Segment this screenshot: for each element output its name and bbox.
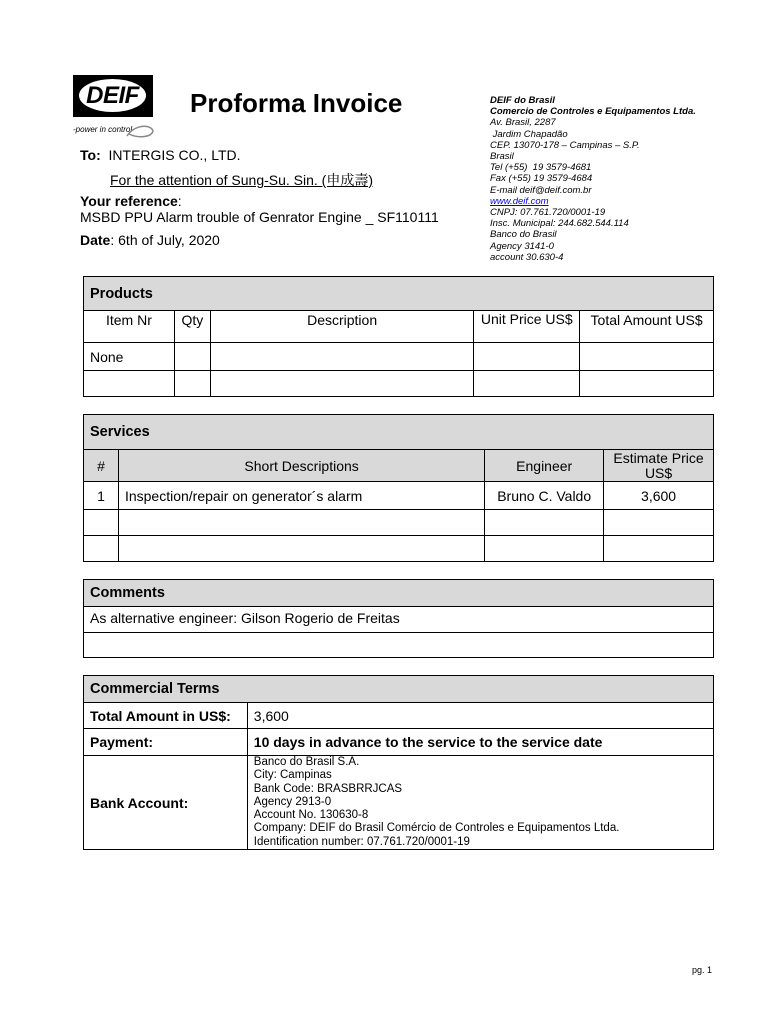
company-address-3: CEP. 13070-178 – Campinas – S.P. <box>490 139 640 151</box>
comment-text: As alternative engineer: Gilson Rogerio de Freitas <box>84 607 714 633</box>
table-cell <box>485 510 604 536</box>
table-cell <box>580 343 714 371</box>
table-cell <box>118 536 484 562</box>
table-cell: 1 <box>84 482 119 510</box>
date-line <box>80 232 220 248</box>
table-cell <box>210 343 473 371</box>
table-row <box>84 510 714 536</box>
company-name: DEIF do Brasil <box>490 95 555 106</box>
products-section-title: Products <box>84 277 714 311</box>
logo-swoosh-icon <box>125 122 155 140</box>
reference-value: MSBD PPU Alarm trouble of Genrator Engine _ SF110111 <box>80 209 439 225</box>
services-col-short-descriptions: Short Descriptions <box>118 450 484 482</box>
table-row <box>84 633 714 658</box>
total-amount-label: Total Amount in US$: <box>84 703 248 729</box>
products-table <box>83 276 714 397</box>
services-col-engineer: Engineer <box>485 450 604 482</box>
bank-account-label: Bank Account: <box>84 756 248 850</box>
bank-line: Agency 2913-0 <box>253 795 332 808</box>
logo-box <box>73 75 153 117</box>
products-col-description: Description <box>210 311 473 343</box>
table-cell <box>174 343 210 371</box>
products-col-unit-price: Unit Price US$ <box>474 311 580 343</box>
comment-text <box>84 633 714 658</box>
services-table <box>83 414 714 562</box>
table-cell <box>474 371 580 397</box>
company-country: Brasil <box>490 151 514 163</box>
company-address-1: Av. Brasil, 2287 <box>490 117 556 129</box>
bank-line: Banco do Brasil S.A. <box>253 756 360 768</box>
commercial-terms-table <box>83 675 714 850</box>
table-cell <box>210 371 473 397</box>
services-section-title: Services <box>84 415 714 450</box>
attention-line: For the attention of Sung-Su. Sin. (申成壽) <box>110 172 374 188</box>
company-address-2: Jardim Chapadão <box>490 128 568 140</box>
company-bank: Banco do Brasil <box>490 229 557 241</box>
company-cnpj: CNPJ: 07.761.720/0001-19 <box>490 207 606 219</box>
to-label: To: <box>80 147 101 163</box>
company-email: E-mail deif@deif.com.br <box>490 184 592 196</box>
table-cell <box>474 343 580 371</box>
table-cell <box>604 536 714 562</box>
deif-logo <box>73 75 153 141</box>
table-cell: None <box>84 343 175 371</box>
table-row <box>84 536 714 562</box>
logo-text: DEIF <box>86 81 139 109</box>
table-cell <box>604 510 714 536</box>
services-col-number: # <box>84 450 119 482</box>
bank-line: Identification number: 07.761.720/0001-19 <box>253 835 470 848</box>
page-title: Proforma Invoice <box>190 88 403 118</box>
services-col-estimate-price: Estimate Price US$ <box>604 450 714 482</box>
commercial-terms-section-title: Commercial Terms <box>84 676 714 703</box>
table-cell <box>580 371 714 397</box>
products-col-item-nr: Item Nr <box>84 311 175 343</box>
date-value: : 6th of July, 2020 <box>110 232 220 248</box>
table-cell <box>84 510 119 536</box>
table-cell: Bruno C. Valdo <box>485 482 604 510</box>
company-insc: Insc. Municipal: 244.682.544.114 <box>490 218 629 230</box>
comments-section-title: Comments <box>84 580 714 607</box>
company-website-link[interactable]: www.deif.com <box>490 195 549 207</box>
bank-line: Bank Code: BRASBRRJCAS <box>253 782 403 795</box>
bank-line: Company: DEIF do Brasil Comércio de Controles e Equipamentos Ltda. <box>253 822 620 835</box>
bank-account-details <box>254 756 707 849</box>
payment-value: 10 days in advance to the service to the service date <box>247 729 713 756</box>
company-agency: Agency 3141-0 <box>490 240 554 252</box>
bank-line: Account No. 130630-8 <box>253 809 369 822</box>
table-cell: Inspection/repair on generator´s alarm <box>118 482 484 510</box>
products-col-qty: Qty <box>174 311 210 343</box>
date-label: Date <box>80 232 111 248</box>
to-value: INTERGIS CO., LTD. <box>108 147 241 163</box>
company-tel: Tel (+55) 19 3579-4681 <box>490 162 592 174</box>
payment-label: Payment: <box>84 729 248 756</box>
total-amount-value: 3,600 <box>247 703 713 729</box>
company-address-block <box>490 95 696 263</box>
company-account: account 30.630-4 <box>490 251 564 263</box>
table-row <box>84 343 714 371</box>
table-cell <box>485 536 604 562</box>
company-legal-name: Comercio de Controles e Equipamentos Ltda. <box>490 106 696 118</box>
comments-table <box>83 579 714 658</box>
table-row <box>84 482 714 510</box>
reference-label-line <box>80 193 182 209</box>
bank-line: City: Campinas <box>253 769 332 782</box>
table-cell: 3,600 <box>604 482 714 510</box>
table-row <box>84 371 714 397</box>
logo-oval <box>79 79 146 112</box>
page-number: pg. 1 <box>691 965 712 975</box>
table-cell <box>118 510 484 536</box>
table-cell <box>84 371 175 397</box>
table-cell <box>84 536 119 562</box>
reference-label: Your reference <box>80 193 178 209</box>
logo-tagline: -power in control <box>73 125 133 134</box>
to-line <box>80 147 241 163</box>
reference-colon: : <box>177 193 182 209</box>
table-row <box>84 607 714 633</box>
products-col-total-amount: Total Amount US$ <box>580 311 714 343</box>
company-fax: Fax (+55) 19 3579-4684 <box>490 173 593 185</box>
table-cell <box>174 371 210 397</box>
